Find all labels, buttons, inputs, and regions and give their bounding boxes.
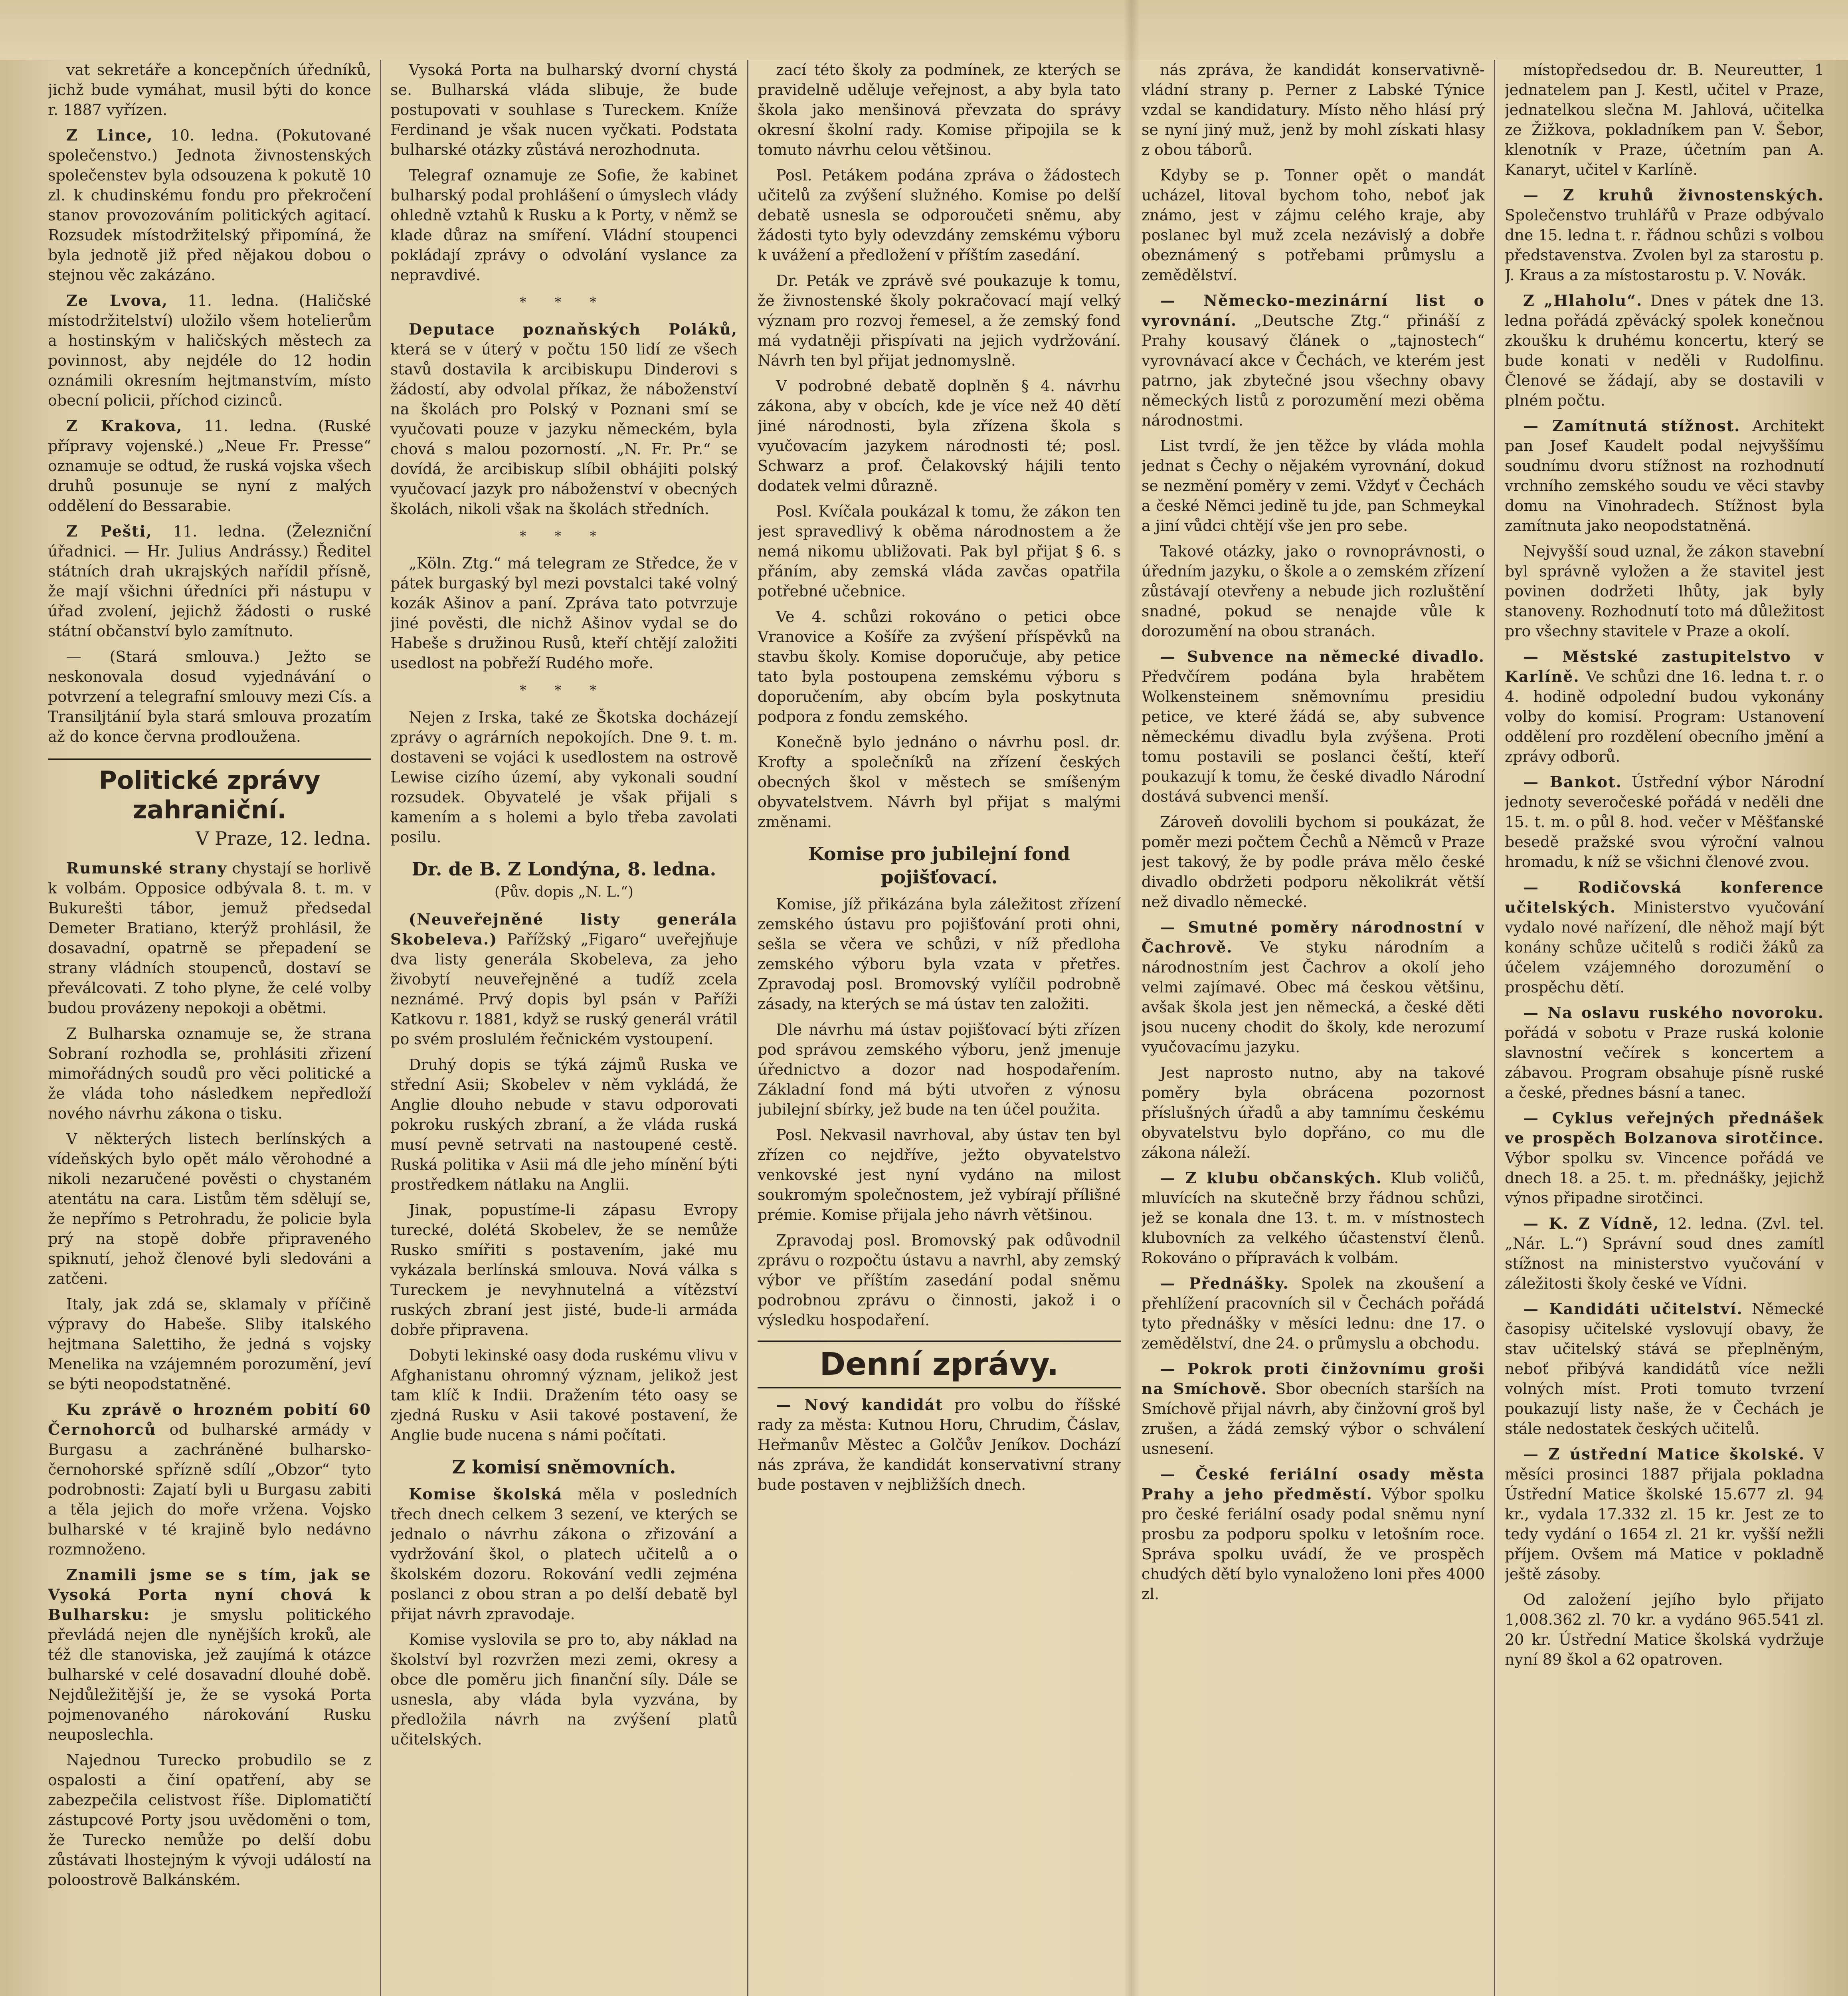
paragraph-text: chystají se horlivě k volbám. Opposice odbývala 8. t. m. v Bukurešti tábor, jemuž předsedal Demeter Bratiano, kterýž prohlásil, že dosavadní, opatrně se přepadení se strany vládních stoupenců, dostaví se převálcovati. Z toho plyne, že celé volby budou provázeny nepokoji a obětmi. <box>48 859 371 1017</box>
article-paragraph <box>48 416 371 516</box>
paragraph-lead: — Z kruhů živnostenských. <box>1523 186 1824 204</box>
paragraph-lead: Deputace poznaňských Poláků, <box>409 320 738 338</box>
column-rule <box>380 60 381 1996</box>
column-5 <box>1505 60 1824 1996</box>
article-paragraph <box>1505 291 1824 410</box>
paragraph-text: Německé časopisy učitelské vyslovují obavy, že stav učitelský stává se přeplněným, neboť přibývá kandidátů více nežli volných míst. Proti tomuto tvrzení poukazují listy naše, že v Čechách je stále nedostatek českých učitelů. <box>1505 1300 1824 1438</box>
article-paragraph <box>1505 1299 1824 1439</box>
paragraph-text: Dle návrhu má ústav pojišťovací býti zřízen pod správou zemského výboru, jenž jmenuje úřednictvo a dozor nad hospodařením. Základní fond má býti utvořen z výnosu jubilejní sbírky, jež bude na ten účel použita. <box>758 1021 1121 1118</box>
paragraph-lead: — Přednášky. <box>1160 1274 1289 1292</box>
paragraph-lead: — Kandidáti učitelství. <box>1523 1300 1743 1318</box>
article-paragraph <box>48 1750 371 1890</box>
paragraph-text: Od založení jejího bylo přijato 1,008.362 zl. 70 kr. a vydáno 965.541 zl. 20 kr. Ústřední Matice školská vydržuje nyní 89 škol a 62 opatroven. <box>1505 1591 1824 1668</box>
paragraph-text: 11. ledna. (Haličské místodržitelství) uložilo všem hotelierům a hostinským v haličských městech za povinnost, aby nejdéle do 12 hodin oznámili okresním hejtmanstvím, místo obecní policii, příchod cizinců. <box>48 292 371 409</box>
paragraph-text: List tvrdí, že jen těžce by vláda mohla jednat s Čechy o nějakém vyrovnání, dokud se nezmění poměry v zemi. Vždyť v Čechách a české Němci jedině tu jde, pan Schmeykal a jiní vůdci chtějí vše jen pro sebe. <box>1142 437 1485 535</box>
article-paragraph <box>390 60 738 160</box>
article-paragraph <box>1142 165 1485 285</box>
article-paragraph <box>1505 185 1824 285</box>
paragraph-text: zací této školy za podmínek, ze kterých se pravidelně uděluje veřejnost, a aby byla tato škola jako menšinová převzata do správy okresní školní rady. Komise připojila se k tomuto návrhu celou většinou. <box>758 61 1121 158</box>
article-paragraph <box>1505 1003 1824 1103</box>
section-heading: Politické zprávy zahraniční. <box>48 758 371 825</box>
paragraph-lead: — K. Z Vídně, <box>1523 1214 1660 1232</box>
paragraph-text: Nejvyšší soud uznal, že zákon stavební byl správně vyložen a že stavitel jest povinen dodržeti lhůty, jak byly stanoveny. Rozhodnutí toto má důležitost pro všechny stavitele v Praze a okolí. <box>1505 543 1824 640</box>
separator-stars: * * * <box>519 294 609 310</box>
article-heading <box>758 842 1121 889</box>
article-paragraph <box>390 165 738 285</box>
article-paragraph <box>48 60 371 120</box>
article-paragraph <box>48 858 371 1018</box>
paragraph-text: Komise vyslovila se pro to, aby náklad na školství byl rozvržen mezi zemi, okresy a obce dle poměru jich finanční síly. Dále se usnesla, aby vláda byla vyzvána, by předložila návrh na zvýšení platů učitelských. <box>390 1631 738 1748</box>
paragraph-text: Kdyby se p. Tonner opět o mandát ucházel, litoval bychom toho, neboť jak známo, jest v zájmu celého kraje, aby poslanec byl muž zcela nezávislý a dobře obeznámený s potřebami průmyslu a zemědělství. <box>1142 166 1485 284</box>
paragraph-text: Spolek na zkoušení a přehlížení pracovních sil v Čechách pořádá tyto přednášky v měsíci lednu: dne 17. o zemědělství, dne 24. o průmyslu a obchodu. <box>1142 1275 1485 1352</box>
paragraph-text: Předvčírem podána byla hrabětem Wolkensteinem sněmovnímu presidiu petice, ve které žádá se, aby subvence německému divadlu byla zvýšena. Proti tomu postavili se poslanci čeští, kteří poukazují k tomu, že české divadlo Národní dostává subvenci menší. <box>1142 668 1485 805</box>
paragraph-text: nás zpráva, že kandidát konservativně-vládní strany p. Perner z Labské Týnice vzdal se kandidatury. Místo něho hlásí prý se nyní jiný muž, jenž by mohl získati hlasy z obou táborů. <box>1142 61 1485 158</box>
paragraph-text: je smyslu politického převládá nejen dle nynějších kroků, ale též dle stanoviska, jež zaujímá k otázce bulharské v celé dosavadní dlouhé době. Nejdůležitější je, že se vysoká Porta pojmenovaného nárokování Rusku neuposlechla. <box>48 1606 371 1743</box>
article-paragraph <box>390 1630 738 1749</box>
article-paragraph <box>48 1024 371 1123</box>
paragraph-text: Nejen z Irska, také ze Škotska docházejí zprávy o agrárních nepokojích. Dne 9. t. m. dostaveni se vojáci k usedlostem na ostrově Lewise cizího území, aby vykonali soudní rozsudek. Obyvatelé je však přijali s kamením a s holemi a bylo třeba zavolati posilu. <box>390 709 738 846</box>
paragraph-text: Komise, jíž přikázána byla záležitost zřízení zemského ústavu pro pojišťování proti ohni, sešla se včera ve schůzi, v níž předloha zemského výboru byla vzata v přetřes. Zpravodaj posl. Bromovský vylíčil podrobně zásady, na kterých se má ústav ten založiti. <box>758 895 1121 1013</box>
paragraph-text: Zpravodaj posl. Bromovský pak odůvodnil zprávu o rozpočtu ústavu a navrhl, aby zemský výbor ve příštím zasedání podal sněmu podrobnou zprávu o činnosti, jakož i o výsledku hospodaření. <box>758 1232 1121 1329</box>
paragraph-text: V podrobné debatě doplněn § 4. návrhu zákona, aby v obcích, kde je více než 40 dětí jiné národnosti, byla zřízena škola s vyučovacím jazykem národnosti té; posl. Schwarz a prof. Čelakovský hájili tento dodatek velmi důrazně. <box>758 377 1121 495</box>
article-paragraph <box>48 1129 371 1289</box>
paragraph-text: Společenstvo truhlářů v Praze odbývalo dne 15. ledna t. r. řádnou schůzi s volbou představenstva. Zvolen byl za starostu p. J. Kraus a za místostarostu p. V. Novák. <box>1505 206 1824 284</box>
paragraph-text: Zároveň dovolili bychom si poukázat, že poměr mezi počtem Čechů a Němců v Praze jest takový, že by podle práva mělo české divadlo obdržeti podporu několikrát větší než divadlo německé. <box>1142 813 1485 911</box>
article-paragraph <box>758 1020 1121 1119</box>
section-heading: Denní zprávy. <box>758 1341 1121 1388</box>
paragraph-text: Architekt pan Josef Kaudelt podal nejvyššímu soudnímu dvoru stížnost na rozhodnutí vrchního zemského soudu ve věci stavby domu na Vinohradech. Stížnost byla zamítnuta jako neopodstatněná. <box>1505 417 1824 535</box>
paragraph-text: Posl. Petákem podána zpráva o žádostech učitelů za zvýšení služného. Komise po delší debatě usnesla se odporoučeti sněmu, aby žádosti tyto byly odevzdány zemskému výboru k uvážení a předložení v příštím zasedání. <box>758 166 1121 264</box>
article-paragraph <box>48 1294 371 1394</box>
article-paragraph <box>1505 1590 1824 1669</box>
article-paragraph <box>1142 291 1485 430</box>
paragraph-text: Konečně bylo jednáno o návrhu posl. dr. Krofty a společníků na zřízení českých obecných škol v městech se smíšeným obyvatelstvem. Návrh byl přijat s malými změnami. <box>758 733 1121 831</box>
paragraph-text: Pařížský „Figaro“ uveřejňuje dva listy generála Skobeleva, za jeho živobytí neuveřejněné a tudíž zcela neznámé. Prvý dopis byl psán v Paříži Katkovu r. 1881, když se ruský generál vrátil po svém proslulém řečnickém vystoupení. <box>390 931 738 1048</box>
paragraph-text: Sbor obecních starších na Smíchově přijal návrh, aby činžovní groš byl zrušen, a žádá zemský výbor o schválení usnesení. <box>1142 1380 1485 1457</box>
page-fold <box>1124 0 1140 1996</box>
paragraph-text: Jinak, popustíme-li zápasu Evropy turecké, dolétá Skobelev, že se nemůže Rusko smířiti s postavením, jaké mu vykázala berlínská smlouva. Nová válka s Tureckem je nevyhnutelná a vítězství ruských zbraní jest jisté, bude-li armáda dobře připravena. <box>390 1201 738 1339</box>
article-paragraph <box>1142 1464 1485 1604</box>
article-paragraph <box>1505 647 1824 766</box>
article-paragraph <box>390 553 738 673</box>
article-paragraph <box>1142 812 1485 912</box>
paragraph-text: pořádá v sobotu v Praze ruská kolonie slavnostní večírek s koncertem a zábavou. Program obsahuje písně ruské a české, přednes básní a tanec. <box>1505 1024 1824 1101</box>
paragraph-text: Jest naprosto nutno, aby na takové poměry byla obrácena pozornost příslušných úřadů a aby tamnímu českému obyvatelstvu bylo dopřáno, co mu dle zákona náleží. <box>1142 1064 1485 1161</box>
paragraph-lead: Ze Lvova, <box>66 291 168 309</box>
article-paragraph <box>390 1484 738 1624</box>
article-paragraph <box>758 1230 1121 1330</box>
article-paragraph <box>1142 647 1485 806</box>
paragraph-text: Italy, jak zdá se, sklamaly v příčině výpravy do Habeše. Sliby italského hejtmana Salettiho, že jedná s vojsky Menelika na vzájemném porozumění, jeví se býti neopodstatněné. <box>48 1295 371 1393</box>
article-paragraph <box>390 1345 738 1445</box>
article-heading-sub: (Pův. dopis „N. L.“) <box>494 884 634 900</box>
article-paragraph <box>390 1055 738 1194</box>
article-paragraph <box>1505 1214 1824 1293</box>
column-1 <box>48 60 371 1996</box>
paragraph-text: Ve 4. schůzi rokováno o petici obce Vranovice a Košíře za zvýšení příspěvků na stavbu školy. Komise doporučuje, aby petice tato byla postoupena zemskému výboru s doporučením, aby obcím byla poskytnuta podpora z fondu zemského. <box>758 608 1121 725</box>
paragraph-text: Telegraf oznamuje ze Sofie, že kabinet bulharský podal prohlášení o úmyslech vlády ohledně vztahů k Rusku a k Porty, v němž se klade důraz na smíření. Vládní stoupenci pokládají zprávy o odvolání vyslance za nepravdivé. <box>390 166 738 284</box>
paragraph-text: Dr. Peták ve zprávě své poukazuje k tomu, že živnostenské školy pokračovací mají velký význam pro rozvoj řemesel, a že zemský fond má vydatněji přispívati na jejich vydržování. Návrh ten byl přijat jednomyslně. <box>758 272 1121 369</box>
paragraph-text: Posl. Kvíčala poukázal k tomu, že zákon ten jest spravedlivý k oběma národnostem a že nemá nikomu ubližovati. Pak byl přijat § 6. s přáním, aby zemská vláda zavčas opatřila potřebné učebnice. <box>758 503 1121 600</box>
paragraph-text: Posl. Nekvasil navrhoval, aby ústav ten byl zřízen co nejdříve, ježto obyvatelstvo venkovské jest nyní vydáno na milost soukromým společnostem, jež vybírají přílišné prémie. Komise přijala jeho návrh většinou. <box>758 1126 1121 1224</box>
paragraph-text: 11. ledna. (Železniční úřadnici. — Hr. Julius Andrássy.) Ředitel státních drah ukrajských nařídil přísně, že mají všichni úředníci při nástupu v úřad zvolení, jejichž žádosti o ruské státní občanství bylo zamítnuto. <box>48 523 371 640</box>
paragraph-text: „Deutsche Ztg.“ přináší z Prahy kousavý článek o „tajnostech“ vyrovnávací akce v Čechách, ve kterém jest patrno, jak zbytečné jsou všechny obavy německých listů z porozumění mezi oběma národnostmi. <box>1142 312 1485 429</box>
paragraph-text: pro volbu do říšské rady za města: Kutnou Horu, Chrudim, Čáslav, Heřmanův Městec a Golčův Jeníkov. Dochází nás zpráva, že kandidát konservativní strany bude postaven v nejbližších dnech. <box>758 1396 1121 1493</box>
column-2 <box>390 60 738 1996</box>
article-paragraph <box>1142 60 1485 160</box>
paragraph-text: Druhý dopis se týká zájmů Ruska ve střední Asii; Skobelev v něm vykládá, že Anglie dlouho nebude v stavu odporovati pokroku ruských zbraní, a že vláda ruská musí pevně setrvati na nastoupené cestě. Ruská politika v Asii má dle jeho mínění býti prostředkem nátlaku na Anglii. <box>390 1056 738 1193</box>
paragraph-lead: Z Pešti, <box>66 522 152 540</box>
separator-stars: * * * <box>519 682 609 698</box>
article-paragraph <box>758 501 1121 601</box>
paragraph-text: Výbor spolku pro české feriální osady podal sněmu nyní prosbu za podporu spolku v letošním roce. Správa spolku uvádí, že ve prospěch chudých dětí bylo vynaloženo loni přes 4000 zl. <box>1142 1485 1485 1603</box>
separator-stars: * * * <box>519 528 609 544</box>
paragraph-lead: — Bankot. <box>1523 773 1622 791</box>
paragraph-text: 10. ledna. (Pokutované společenstvo.) Jednota živnostenských společenstev byla odsouzena k pokutě 10 zl. k chudinskému fondu pro překročení stanov provozováním politických agitací. Rozsudek místodržitelský připomíná, že byla jednotě již před nějakou dobou o stejnou věc zakázáno. <box>48 127 371 284</box>
paragraph-text: místopředsedou dr. B. Neureutter, 1 jednatelem pan J. Kestl, učitel v Praze, jednatelkou slečna M. Jahlová, učitelka ze Žižkova, pokladníkem pan V. Šebor, klenotník v Praze, účetním pan A. Kanaryt, učitel v Karlíně. <box>1505 61 1824 178</box>
article-paragraph <box>758 271 1121 370</box>
paragraph-text: V některých listech berlínských a vídeňských bylo opět málo věrohodné a nikoli nezaručené pověsti o chystaném atentátu na cara. Listům těm sdělují se, že nepřímo s Petrohradu, že policie byla prý na stopě dobře připraveného spiknutí, jehož členové byli sledováni a zatčeni. <box>48 1130 371 1287</box>
paragraph-text: Ve styku národním a národnostním jest Čachrov a okolí jeho velmi zajímavé. Obec má českou většinu, avšak škola jest jen německá, a české děti jsou nuceny chodit do školy, kde nerozumí vyučovacímu jazyku. <box>1142 939 1485 1056</box>
paragraph-lead: — Pokrok proti činžovnímu groši na Smíchově. <box>1142 1360 1485 1398</box>
paragraph-lead: — Německo-mezinární list o vyrovnání. <box>1142 291 1485 329</box>
paragraph-text: měla v posledních třech dnech celkem 3 sezení, ve kterých se jednalo o návrhu zákona o zřizování a vydržování škol, o platech učitelů a o školském dozoru. Rokování vedli zejména poslanci z obou stran a po delší debatě byl přijat návrh zpravodaje. <box>390 1485 738 1623</box>
article-paragraph <box>1505 541 1824 641</box>
paragraph-lead: Z „Hlaholu“. <box>1523 291 1643 309</box>
paragraph-text: — (Stará smlouva.) Ježto se neskonovala dosud vyjednávání o potvrzení a telegrafní smlouvy mezi Cís. a Transiljtánií byla stará smlouva prozatím až do konce června prodloužena. <box>48 648 371 745</box>
article-paragraph <box>48 1565 371 1745</box>
article-paragraph <box>1142 1359 1485 1459</box>
article-paragraph <box>1142 436 1485 536</box>
paragraph-lead: (Neuveřejněné listy generála Skobeleva.) <box>390 910 738 948</box>
article-heading <box>390 857 738 904</box>
article-paragraph <box>1505 1108 1824 1208</box>
article-paragraph <box>758 894 1121 1014</box>
paragraph-lead: — Cyklus veřejných přednášek ve prospěch Bolzanova sirotčince. <box>1505 1109 1824 1147</box>
article-paragraph <box>48 647 371 747</box>
paragraph-text: Najednou Turecko probudilo se z ospalosti a činí opatření, aby se zabezpečila celistvost říše. Diplomatičtí zástupcové Porty jsou uvědoměni o tom, že Turecko nemůže po delší dobu zůstávati lhostejným k vývoji událostí na poloostrově Balkánském. <box>48 1751 371 1889</box>
paragraph-lead: — Zamítnutá stížnost. <box>1523 417 1741 435</box>
paragraph-lead: — Nový kandidát <box>776 1396 944 1414</box>
article-paragraph <box>758 165 1121 265</box>
paragraph-lead: — Z ústřední Matice školské. <box>1523 1445 1805 1463</box>
article-paragraph <box>48 291 371 410</box>
article-heading <box>390 1455 738 1479</box>
paragraph-text: Dobyti lekinské oasy doda ruskému vlivu v Afghanistanu ohromný význam, jelikož jest tam klíč k Indii. Dražením této oasy se zjedná Rusku v Asii takové postavení, že Anglie bude nucena s námi počítati. <box>390 1347 738 1444</box>
paragraph-lead: — Smutné poměry národnostní v Čachrově. <box>1142 918 1485 956</box>
article-heading-text: Komise pro jubilejní fond pojišťovací. <box>808 843 1070 888</box>
paragraph-text: Z Bulharska oznamuje se, že strana Sobraní rozhodla se, prohlásiti zřizení mimořádných soudů pro věci politické a že vláda toho následkem nepředloží nového návrhu zákona o tisku. <box>48 1025 371 1122</box>
article-paragraph <box>48 1400 371 1559</box>
paragraph-lead: Ku zprávě o hrozném pobití 60 Černohorců <box>48 1400 371 1438</box>
column-rule <box>747 60 748 1996</box>
article-paragraph <box>1505 877 1824 997</box>
paragraph-lead: Znamili jsme se s tím, jak se Vysoká Porta nyní chová k Bulharsku: <box>48 1566 371 1624</box>
article-paragraph <box>1142 917 1485 1057</box>
paragraph-lead: Z Lince, <box>66 126 153 144</box>
paragraph-text: vat sekretáře a koncepčních úředníků, jichž bude vymáhat, musil býti do konce r. 1887 vyřízen. <box>48 61 371 119</box>
paragraph-lead: — České feriální osady města Prahy a jeho předměstí. <box>1142 1465 1485 1503</box>
article-paragraph <box>1505 416 1824 536</box>
article-paragraph <box>758 1395 1121 1495</box>
article-paragraph <box>1505 60 1824 180</box>
article-paragraph <box>1142 1168 1485 1268</box>
article-paragraph <box>1142 1273 1485 1353</box>
article-paragraph <box>1142 1063 1485 1162</box>
article-paragraph <box>1505 772 1824 872</box>
paragraph-text: která se v úterý v počtu 150 lidí ze všech stavů dostavila k arcibiskupu Dinderovi s žádostí, aby odvolal příkaz, že náboženství na školách pro Polský v Poznani smí se vyučovati pouze v jazyku německém, byla chová s malou pozorností. „N. Fr. Pr.“ se dovídá, že arcibiskup slíbil obhájiti polský vyučovací jazyk pro náboženství v obecných školách, nikoli však na školách středních. <box>390 341 738 518</box>
article-paragraph <box>758 607 1121 727</box>
paragraph-text: „Köln. Ztg.“ má telegram ze Středce, že v pátek burgaský byl mezi povstalci také volný kozák Ašinov a paní. Zpráva tato potvrzuje jiné pověsti, dle nichž Ašinov vydal se do Habeše s družinou Rusů, kteří chtějí založiti usedlost na pobřeží Rudého moře. <box>390 554 738 672</box>
paragraph-text: Takové otázky, jako o rovnoprávnosti, o úředním jazyku, o škole a o zemském zřízení zůstávají otevřeny a nebude jich rozluštění snadné, pokud se nenajde vůle k dorozumění na obou stranách. <box>1142 543 1485 640</box>
article-heading-text: Dr. de B. Z Londýna, 8. ledna. <box>412 858 716 880</box>
article-paragraph <box>48 521 371 641</box>
article-paragraph <box>390 319 738 519</box>
paragraph-lead: Z Krakova, <box>66 417 183 435</box>
dateline: V Praze, 12. ledna. <box>196 828 371 849</box>
paragraph-text: 11. ledna. (Ruské přípravy vojenské.) „Neue Fr. Presse“ oznamuje se odtud, že ruská vojska všech druhů posunuje se nyní z malých oddělení do Bessarabie. <box>48 417 371 515</box>
article-paragraph <box>1142 541 1485 641</box>
paragraph-text: V měsíci prosinci 1887 přijala pokladna Ústřední Matice školské 15.677 zl. 94 kr., vydala 17.332 zl. 15 kr. Jest ze to tedy vydání o 1654 zl. 21 kr. vyšší nežli příjem. Ovšem má Matice v pokladně ještě zásoby. <box>1505 1446 1824 1583</box>
paragraph-text: Vysoká Porta na bulharský dvorní chystá se. Bulharská vláda slibuje, že bude postupovati v souhlase s Tureckem. Kníže Ferdinand je však nucen vyčkati. Podstata bulharské otázky zůstává nerozhodnuta. <box>390 61 738 158</box>
column-3 <box>758 60 1121 1996</box>
paragraph-lead: — Subvence na německé divadlo. <box>1160 648 1485 665</box>
article-paragraph <box>758 1125 1121 1225</box>
paragraph-text: Ve schůzi dne 16. ledna t. r. o 4. hodině odpolední budou vykonány volby do komisí. Program: Ustanovení oddělení pro rozdělení obecního jmění a zprávy odborů. <box>1505 668 1824 765</box>
paragraph-lead: Komise školská <box>409 1485 563 1503</box>
paragraph-text: Ústřední výbor Národní jednoty severočeské pořádá v neděli dne 15. t. m. o půl 8. hod. večer v Měšťanské besedě pražské svou výroční valnou hromadu, k níž se všichni členové zvou. <box>1505 773 1824 871</box>
article-paragraph <box>48 125 371 285</box>
article-paragraph <box>390 1200 738 1340</box>
article-paragraph <box>390 707 738 847</box>
top-margin <box>0 0 1848 60</box>
paragraph-lead: Rumunské strany <box>66 859 228 877</box>
paragraph-text: Klub voličů, mluvících na skutečně brzy řádnou schůzi, jež se konala dne 13. t. m. v místnostech klubovních za velkého účastenství členů. Rokováno o přípravách k volbám. <box>1142 1169 1485 1267</box>
paragraph-text: 12. ledna. (Zvl. tel. „Nár. L.“) Správní soud dnes zamítl stížnost na ministerstvo vyučování v záležitosti školy české ve Vídni. <box>1505 1215 1824 1292</box>
paragraph-lead: — Rodičovská konference učitelských. <box>1505 878 1824 916</box>
paragraph-text: Výbor spolku sv. Vincence pořádá ve dnech 18. a 25. t. m. přednášky, jejichž výnos připadne sirotčinci. <box>1505 1149 1824 1207</box>
article-paragraph <box>1505 1444 1824 1584</box>
paragraph-text: Dnes v pátek dne 13. ledna pořádá zpěvácký spolek konečnou zkoušku k druhému koncertu, který se bude konati v neděli v Rudolfinu. Členové se žádají, aby se dostavili v plném počtu. <box>1505 292 1824 409</box>
article-paragraph <box>390 909 738 1049</box>
paragraph-text: od bulharské armády v Burgasu a zachráněné bulharsko-černohorské spřízně sdílí „Obzor“ tyto podrobnosti: Zajatí byli u Burgasu zabiti a těla jejich do moře vržena. Vojsko bulharské v té krajině bylo nedávno rozmnoženo. <box>48 1421 371 1558</box>
paragraph-lead: — Z klubu občanských. <box>1160 1169 1382 1187</box>
article-paragraph <box>758 60 1121 160</box>
article-heading-text: Z komisí sněmovních. <box>452 1456 676 1478</box>
paragraph-lead: — Městské zastupitelstvo v Karlíně. <box>1505 648 1824 685</box>
column-4 <box>1142 60 1485 1996</box>
paragraph-lead: — Na oslavu ruského novoroku. <box>1523 1004 1824 1022</box>
column-rule <box>1494 60 1495 1996</box>
article-paragraph <box>758 376 1121 496</box>
article-paragraph <box>758 732 1121 832</box>
paragraph-text: Ministerstvo vyučování vydalo nové nařízení, dle něhož mají být konány schůze učitelů s rodiči žáků za účelem vzájemného dorozumění o prospěchu dětí. <box>1505 899 1824 996</box>
